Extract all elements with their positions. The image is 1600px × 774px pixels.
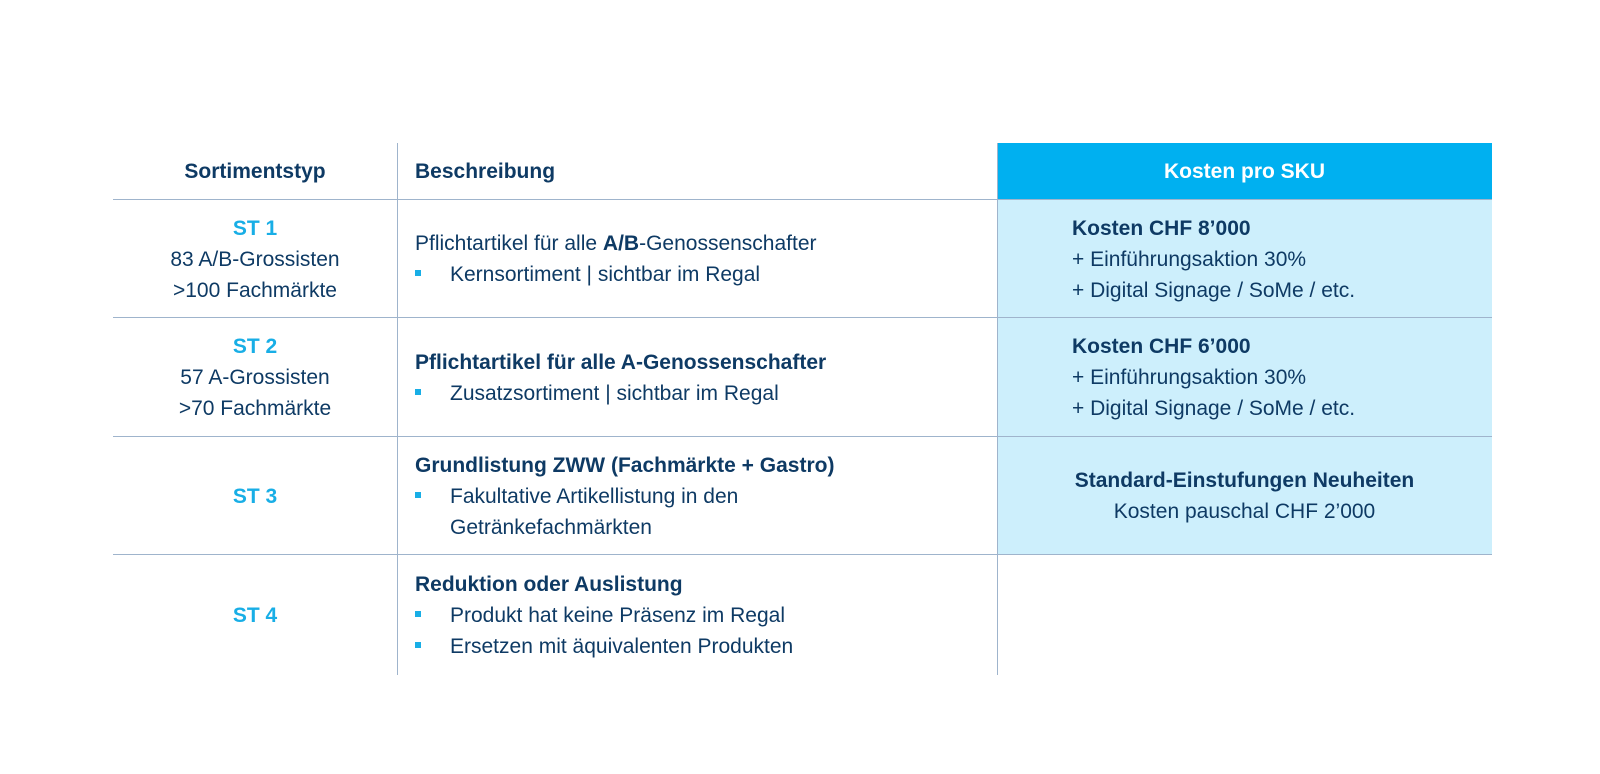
bullet-text: Ersetzen mit äquivalenten Produkten	[450, 634, 794, 658]
bullet-item	[415, 481, 997, 543]
bullet-square-icon	[415, 389, 421, 395]
description-title-part: Pflichtartikel für alle	[415, 232, 603, 255]
description-title-bold: A/B	[602, 232, 640, 255]
cost-line: + Einführungsaktion 30%	[1072, 366, 1307, 389]
bullet-text: Zusatzsortiment | sichtbar im Regal	[450, 381, 779, 405]
row-divider	[113, 436, 1492, 437]
bullet-item	[415, 600, 997, 631]
type-detail: 83 A/B-Grossisten	[170, 247, 340, 271]
description-title: Grundlistung ZWW (Fachmärkte + Gastro)	[415, 453, 835, 477]
sortiment-table	[113, 143, 1492, 675]
type-cell	[113, 437, 397, 555]
type-detail: 57 A-Grossisten	[180, 366, 330, 389]
table-header-row	[113, 143, 1492, 200]
sortimentstyp-label: ST 4	[232, 603, 278, 627]
bullet-text: Kernsortiment | sichtbar im Regal	[450, 263, 761, 286]
bullet-square-icon	[415, 611, 421, 617]
description-cell	[397, 555, 997, 675]
header-cell-beschreibung	[397, 143, 997, 200]
description-cell	[397, 318, 997, 437]
bullet-item	[415, 378, 997, 409]
type-cell	[113, 318, 397, 437]
description-title-part: -Genossenschafter	[639, 232, 817, 255]
row-divider	[113, 199, 1492, 200]
column-divider	[997, 143, 998, 675]
cost-cell-empty	[997, 555, 1492, 675]
cost-cell	[997, 437, 1492, 555]
column-divider	[397, 143, 398, 675]
table-row	[113, 200, 1492, 318]
bullet-square-icon	[415, 270, 421, 276]
row-divider	[113, 317, 1492, 318]
type-cell	[113, 555, 397, 675]
bullet-square-icon	[415, 492, 421, 498]
table-row	[113, 555, 1492, 675]
bullet-square-icon	[415, 642, 421, 648]
description-cell	[397, 437, 997, 555]
cost-title: Kosten CHF 8’000	[1072, 216, 1251, 240]
cost-line: Kosten pauschal CHF 2’000	[1113, 500, 1376, 523]
cost-line: + Digital Signage / SoMe / etc.	[1072, 397, 1356, 420]
cost-line: + Einführungsaktion 30%	[1072, 247, 1307, 271]
bullet-text: Fakultative Artikellistung in den Getränkefachmärkten	[450, 484, 739, 539]
table-row	[113, 437, 1492, 555]
header-beschreibung: Beschreibung	[415, 159, 556, 183]
description-title: Reduktion oder Auslistung	[415, 572, 683, 596]
bullet-text: Produkt hat keine Präsenz im Regal	[450, 603, 786, 627]
sortimentstyp-label: ST 3	[232, 484, 278, 508]
header-cell-sortimentstyp	[113, 143, 397, 200]
bullet-item	[415, 259, 997, 290]
description-cell	[397, 200, 997, 318]
header-cell-kosten	[997, 143, 1492, 200]
cost-cell	[997, 200, 1492, 318]
type-detail: >100 Fachmärkte	[172, 278, 337, 302]
cost-cell	[997, 318, 1492, 437]
type-cell	[113, 200, 397, 318]
description-title: Pflichtartikel für alle A-Genossenschafter	[415, 350, 827, 374]
sortimentstyp-label: ST 2	[232, 335, 278, 358]
sortimentstyp-label: ST 1	[232, 216, 278, 240]
cost-title: Standard-Einstufungen Neuheiten	[1074, 469, 1415, 492]
row-divider	[113, 554, 1492, 555]
bullet-item	[415, 631, 997, 662]
type-detail: >70 Fachmärkte	[178, 397, 332, 420]
table-row	[113, 318, 1492, 437]
header-kosten-pro-sku: Kosten pro SKU	[1163, 159, 1325, 183]
cost-line: + Digital Signage / SoMe / etc.	[1072, 278, 1356, 302]
header-sortimentstyp: Sortimentstyp	[184, 159, 326, 183]
description-title	[415, 228, 997, 259]
cost-title: Kosten CHF 6’000	[1072, 335, 1251, 358]
